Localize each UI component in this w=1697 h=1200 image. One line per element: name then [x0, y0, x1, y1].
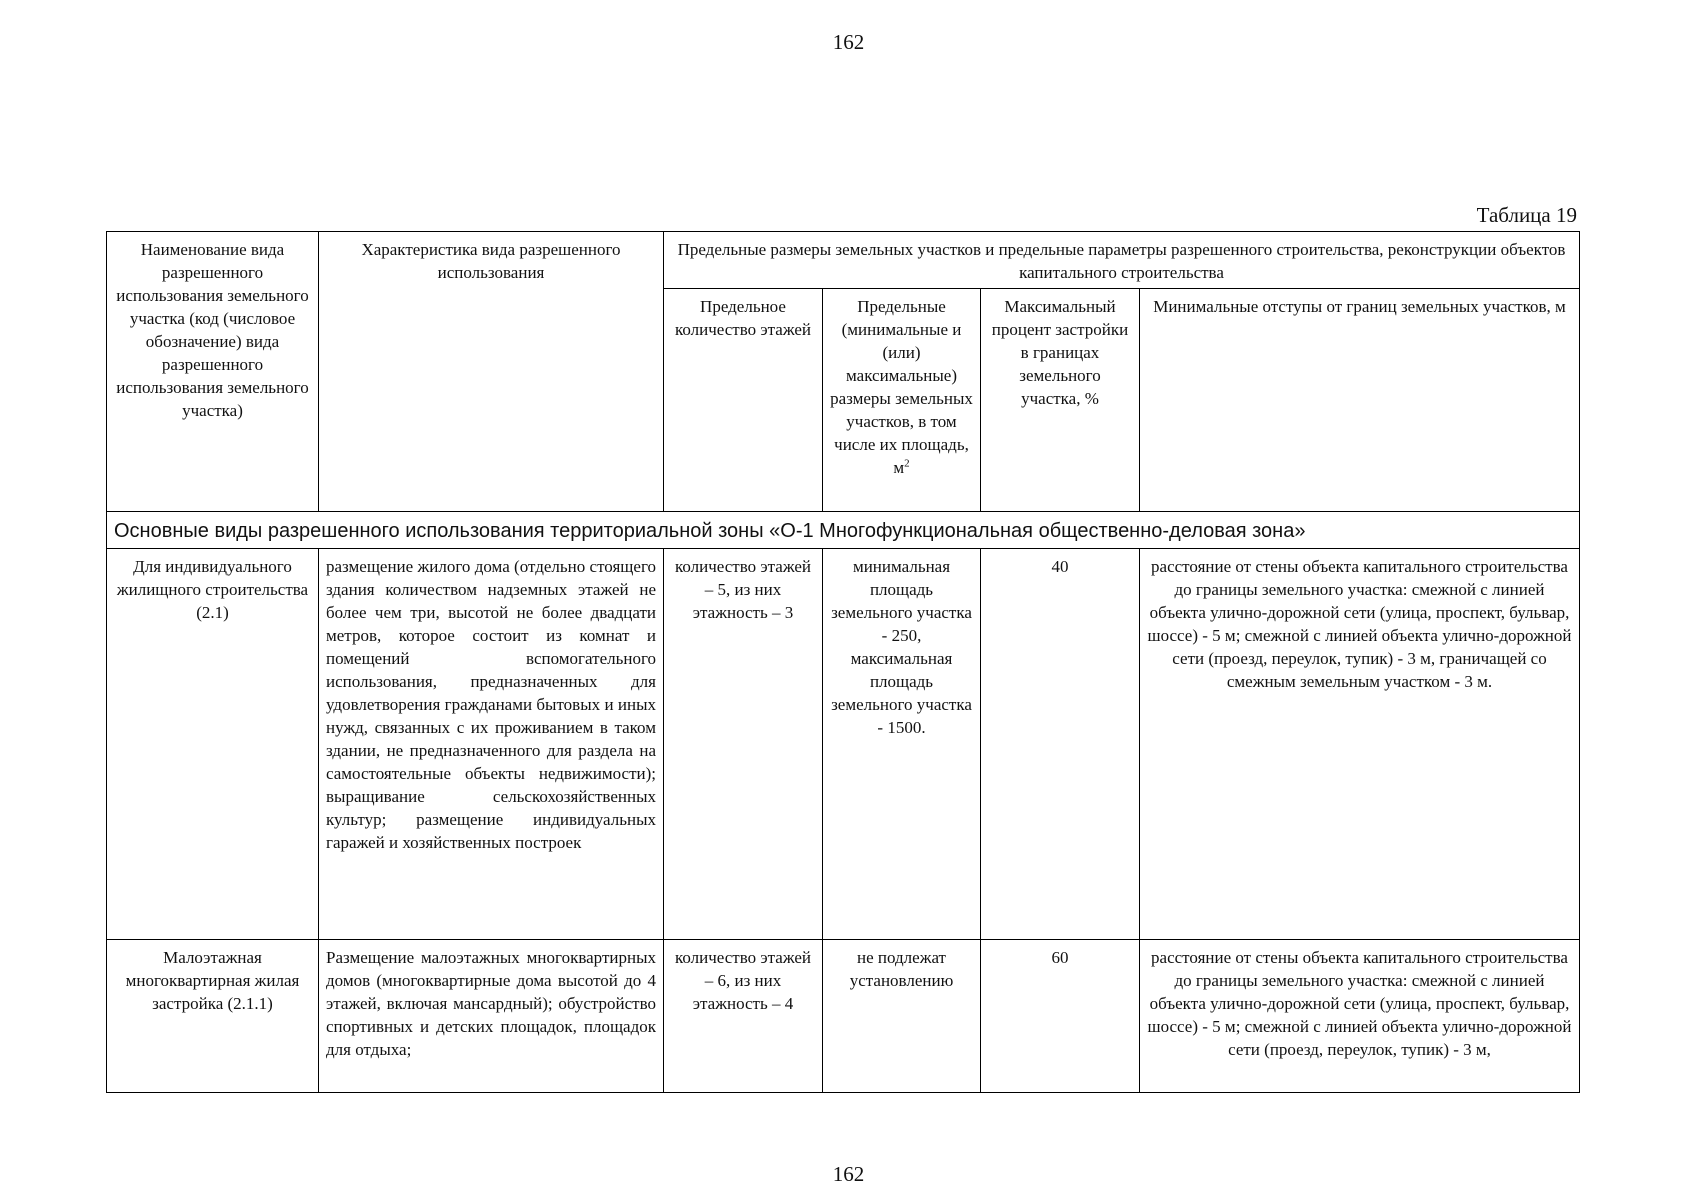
row-setbacks: расстояние от стены объекта капитального строительства до границы земельного участка: смежной с линией объекта улично-дорожной сети (улица, проспект, бульвар, шоссе) - 5 м; смежной с линией объекта улично-дорожной сети (проезд, переулок, тупик) - 3 м, — [1140, 940, 1580, 1093]
header-characteristic: Характеристика вида разрешенного использования — [319, 232, 664, 512]
row-sizes: не подлежат установлению — [823, 940, 981, 1093]
table-row — [107, 940, 1580, 1093]
row-percent: 60 — [981, 940, 1140, 1093]
page-number-bottom: 162 — [832, 1162, 865, 1186]
section-row — [107, 512, 1580, 549]
row-name: Малоэтажная многоквартирная жилая застройка (2.1.1) — [107, 940, 319, 1093]
table-header-row-1 — [107, 232, 1580, 289]
table-row — [107, 549, 1580, 940]
row-name: Для индивидуального жилищного строительства (2.1) — [107, 549, 319, 940]
page-number-top: 162 — [832, 30, 865, 54]
zoning-table — [106, 231, 1580, 1093]
row-sizes: минимальная площадь земельного участка - 250, максимальная площадь земельного участка - 1500. — [823, 549, 981, 940]
header-sizes-text: Предельные (минимальные и (или) максимальные) размеры земельных участков, в том числе их площадь, м — [830, 297, 973, 477]
row-floors: количество этажей – 6, из них этажность – 4 — [664, 940, 823, 1093]
header-sizes — [823, 289, 981, 512]
header-name: Наименование вида разрешенного использования земельного участка (код (числовое обозначение) вида разрешенного использования земельного участка) — [107, 232, 319, 512]
header-setbacks: Минимальные отступы от границ земельных участков, м — [1140, 289, 1580, 512]
section-title: Основные виды разрешенного использования территориальной зоны «О-1 Многофункциональная общественно-деловая зона» — [107, 512, 1580, 549]
row-characteristic: размещение жилого дома (отдельно стоящего здания количеством надземных этажей не более чем три, высотой не более двадцати метров, которое состоит из комнат и помещений вспомогательного использования, предназначенных для удовлетворения гражданами бытовых и иных нужд, связанных с их проживанием в таком здании, не предназначенного для раздела на самостоятельные объекты недвижимости); выращивание сельскохозяйственных культур; размещение индивидуальных гаражей и хозяйственных построек — [319, 549, 664, 940]
header-floors: Предельное количество этажей — [664, 289, 823, 512]
header-percent: Максимальный процент застройки в границах земельного участка, % — [981, 289, 1140, 512]
row-percent: 40 — [981, 549, 1140, 940]
row-floors: количество этажей – 5, из них этажность – 3 — [664, 549, 823, 940]
header-limits-group: Предельные размеры земельных участков и предельные параметры разрешенного строительства, реконструкции объектов капитального строительства — [664, 232, 1580, 289]
row-characteristic: Размещение малоэтажных многоквартирных домов (многоквартирные дома высотой до 4 этажей, включая мансардный); обустройство спортивных и детских площадок, площадок для отдыха; — [319, 940, 664, 1093]
row-setbacks: расстояние от стены объекта капитального строительства до границы земельного участка: смежной с линией объекта улично-дорожной сети (улица, проспект, бульвар, шоссе) - 5 м; смежной с линией объекта улично-дорожной сети (проезд, переулок, тупик) - 3 м, граничащей со смежным земельным участком - 3 м. — [1140, 549, 1580, 940]
table-caption: Таблица 19 — [1476, 203, 1577, 227]
header-sizes-sup: 2 — [904, 457, 910, 470]
